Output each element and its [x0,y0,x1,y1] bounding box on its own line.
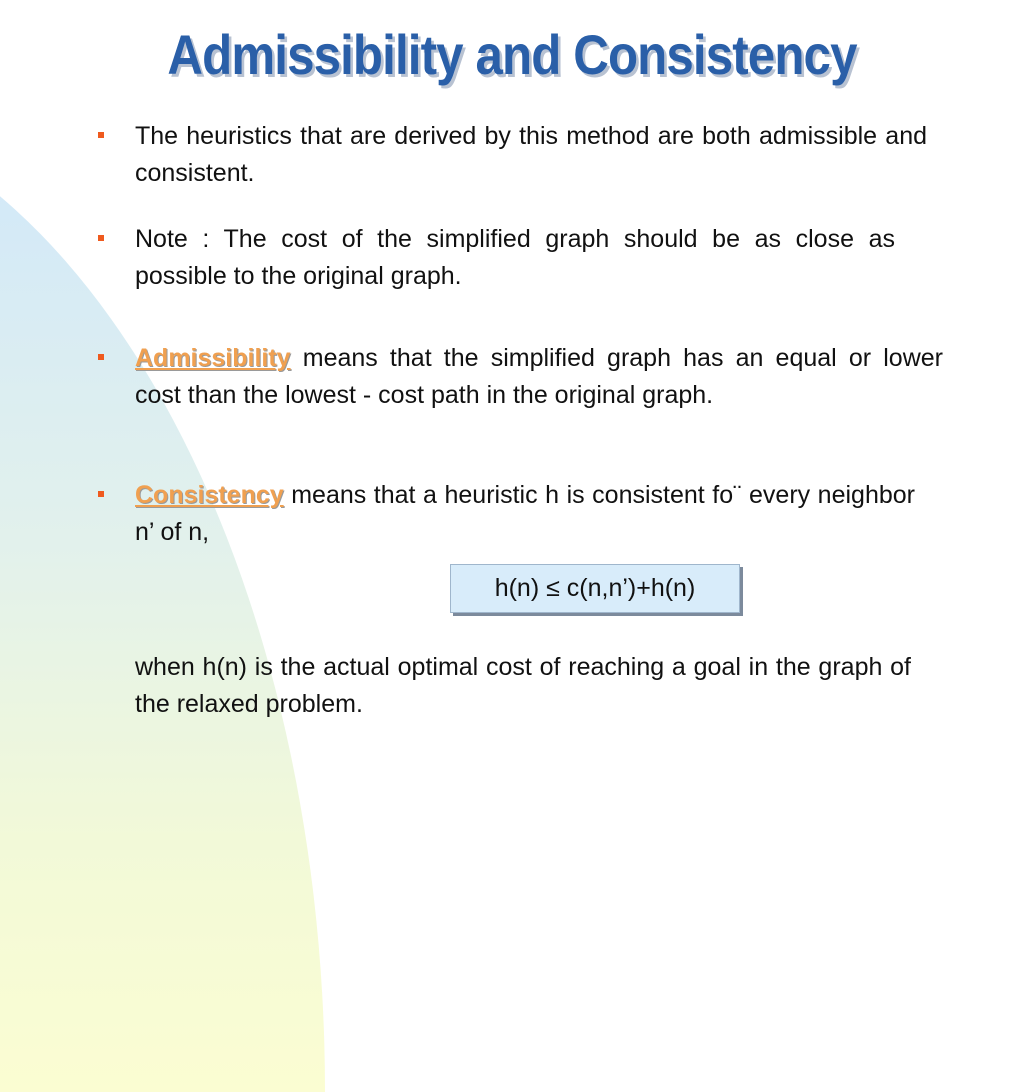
keyword-admissibility: Admissibility [135,344,291,372]
bullet-text [135,477,915,551]
bullet-marker-icon [98,235,104,241]
bullet-text: The heuristics that are derived by this method are both admissible and consistent. [135,122,927,187]
keyword-consistency: Consistency [135,481,284,509]
closing-text: when h(n) is the actual optimal cost of reaching a goal in the graph of the relaxed problem. [135,653,911,718]
bullet-marker-icon [98,132,104,138]
formula-box: h(n) ≤ c(n,n’)+h(n) [450,564,740,613]
bullet-text: Note : The cost of the simplified graph should be as close as possible to the original graph. [135,225,895,290]
bullet-text-body: means that the simplified graph has an equal or lower cost than the lowest - cost path in the original graph. [135,344,943,409]
bullet-marker-icon [98,354,104,360]
bullet-marker-icon [98,491,104,497]
slide-title: Admissibility and Consistency [167,23,857,86]
bullet-text [135,340,943,414]
bullet-text-body: means that a heuristic h is consistent fo¨ every neighbor n’ of n, [135,481,915,546]
